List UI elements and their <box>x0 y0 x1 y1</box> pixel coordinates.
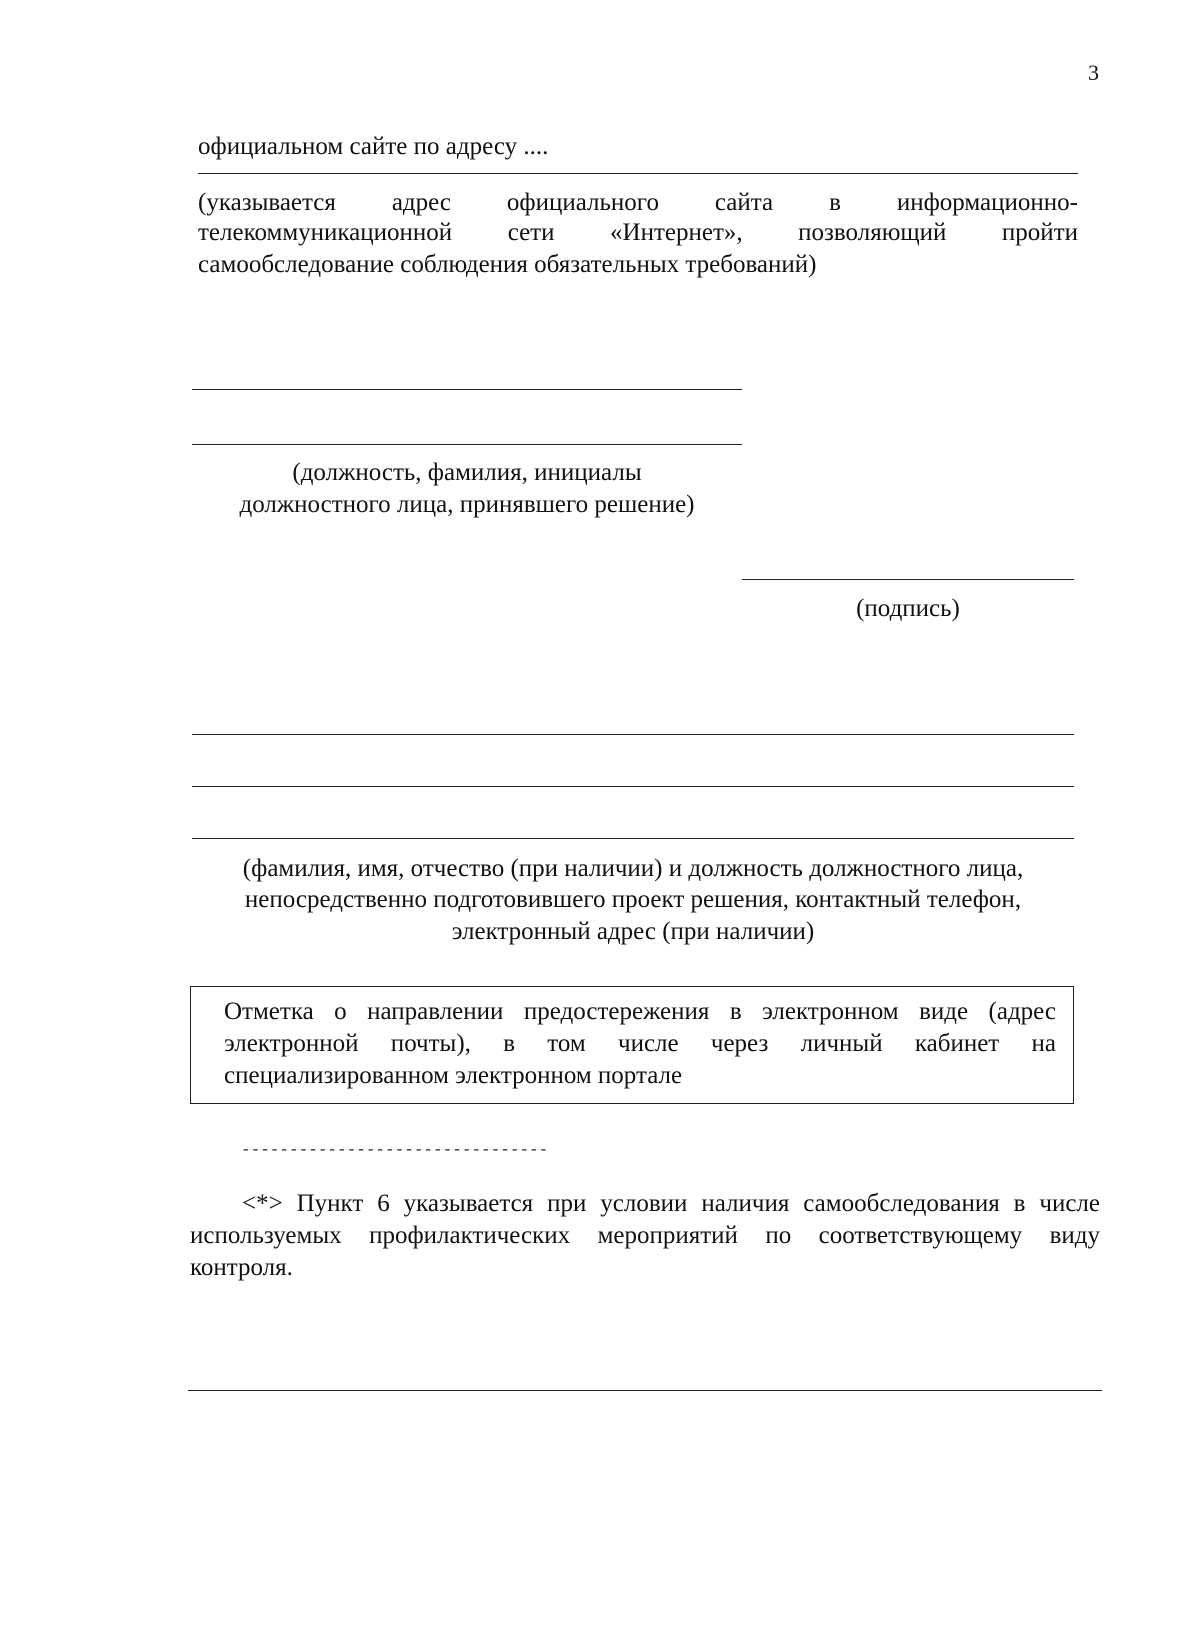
bottom-rule <box>188 1390 1102 1391</box>
footnote-separator: -------------------------------- <box>241 1141 549 1159</box>
preparer-blank-line-1 <box>192 734 1074 735</box>
website-note-line-3: самообследование соблюдения обязательных требований) <box>198 251 817 278</box>
preparer-caption-line-3: электронный адрес (при наличии) <box>451 918 815 945</box>
preparer-blank-line-2 <box>192 786 1074 787</box>
website-note-line-2: телекоммуникационной сети «Интернет», позволяющий пройти <box>198 219 1078 246</box>
page-number: 3 <box>1088 60 1099 85</box>
official-caption-line-1: (должность, фамилия, инициалы <box>292 459 642 486</box>
signature-caption: (подпись) <box>856 595 960 622</box>
top-line-text: официальном сайте по адресу .... <box>198 133 549 160</box>
preparer-caption-line-2: непосредственно подготовившего проект решения, контактный телефон, <box>244 886 1022 913</box>
footnote-line-1: <*> Пункт 6 указывается при условии наличия самообследования в числе <box>242 1190 1100 1217</box>
website-note-line-1: (указывается адрес официального сайта в информационно- <box>198 189 1078 216</box>
preparer-caption-line-1: (фамилия, имя, отчество (при наличии) и должность должностного лица, <box>242 855 1024 882</box>
box-note-line-1: Отметка о направлении предостережения в электронном виде (адрес <box>224 998 1056 1025</box>
official-caption-line-2: должностного лица, принявшего решение) <box>239 491 695 518</box>
preparer-blank-line-3 <box>192 838 1074 839</box>
signature-blank-line <box>742 579 1074 580</box>
box-note-line-2: электронной почты), в том числе через личный кабинет на <box>224 1030 1056 1057</box>
official-blank-line-1 <box>192 389 742 390</box>
footnote-line-3: контроля. <box>190 1254 293 1281</box>
box-note-line-3: специализированном электронном портале <box>224 1062 683 1089</box>
top-rule <box>198 173 1078 174</box>
official-blank-line-2 <box>192 444 742 445</box>
footnote-line-2: используемых профилактических мероприятий по соответствующему виду <box>190 1222 1100 1249</box>
electronic-delivery-note-box <box>190 986 1074 1104</box>
